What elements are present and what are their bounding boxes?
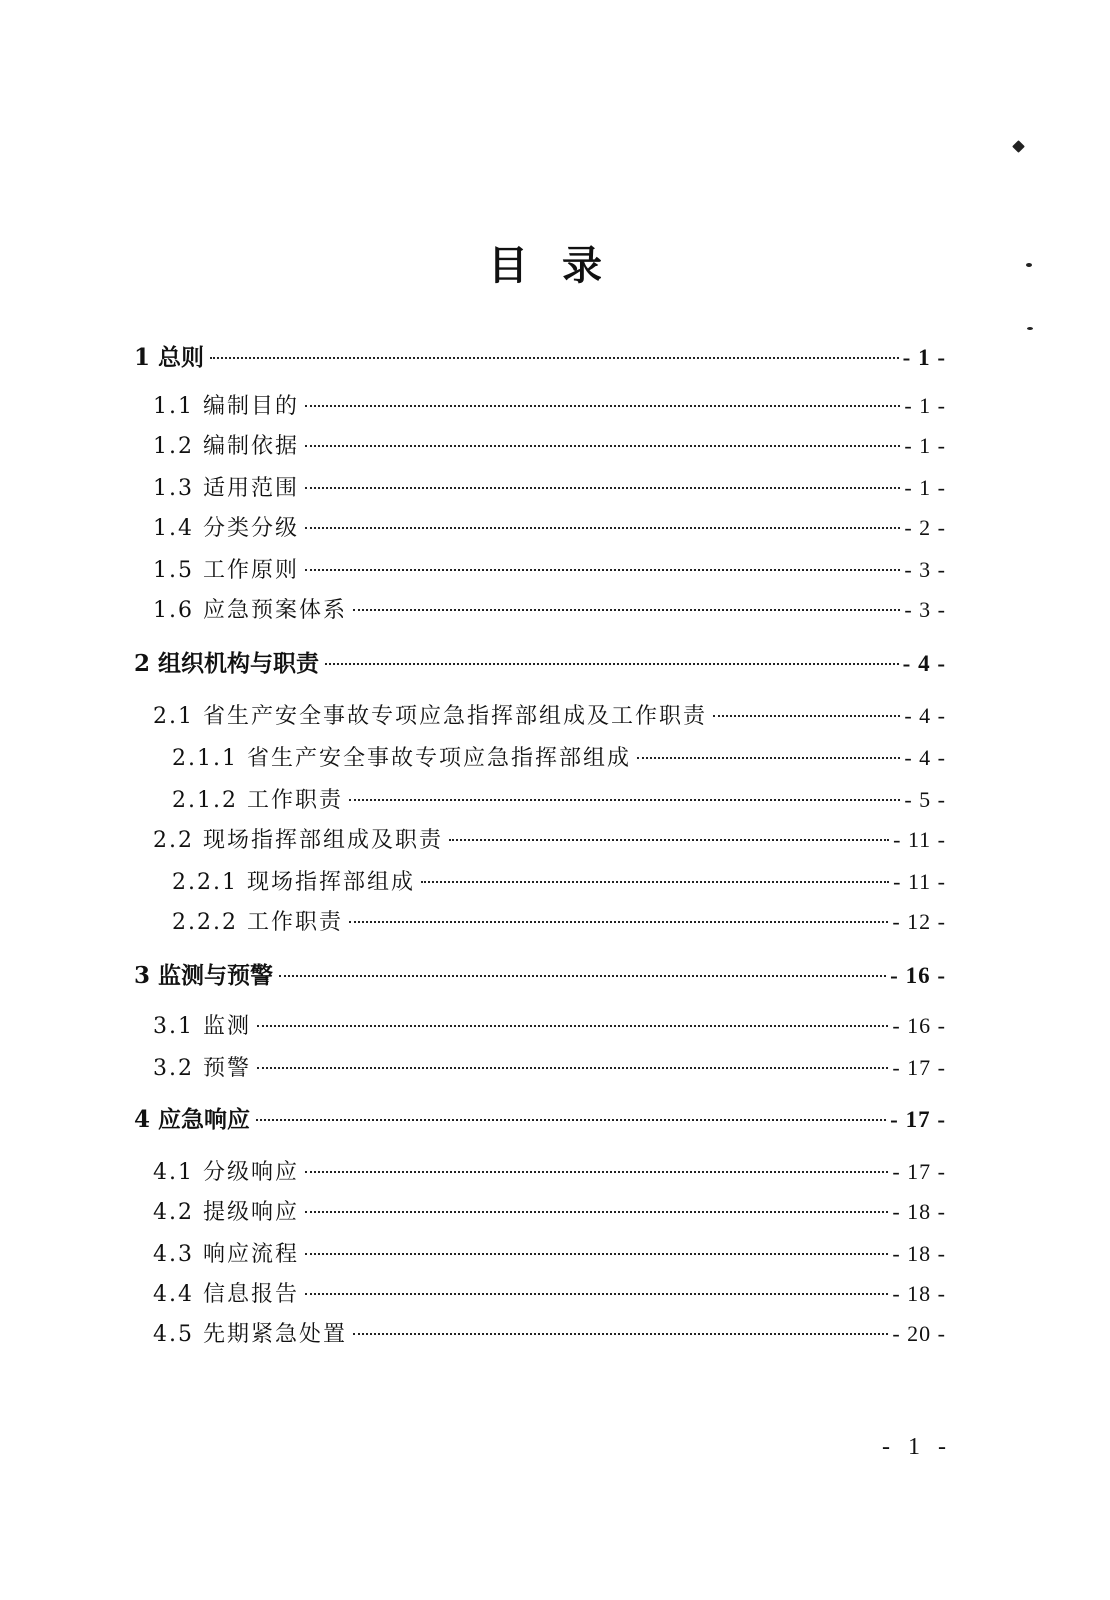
toc-title: 目录 [488,242,636,289]
toc-entry[interactable] [134,342,946,374]
dot-leader [257,1025,888,1027]
toc-entry[interactable] [134,1104,946,1136]
toc-entry-label: 3 监测与预警 [134,962,274,989]
dot-leader [279,975,886,977]
scan-speck [1026,263,1032,267]
toc-entry-page: - 1 - [904,393,946,418]
toc-entry-page: - 1 - [904,433,946,458]
toc-entry-label: 2.2 现场指挥部组成及职责 [153,828,443,853]
toc-entry[interactable] [172,784,946,816]
toc-entry[interactable] [153,1278,946,1310]
toc-entry[interactable] [153,594,946,626]
toc-entry[interactable] [153,1238,946,1270]
toc-entry-label: 4.1 分级响应 [153,1160,299,1185]
toc-entry-page: - 16 - [892,1013,946,1038]
dot-leader [305,1171,888,1173]
toc-entry-label: 3.1 监测 [153,1014,251,1039]
dot-leader [305,1253,888,1255]
toc-entry-label: 1.1 编制目的 [153,394,299,419]
scan-speck [1027,327,1033,330]
dot-leader [449,839,889,841]
toc-entry-label: 2.1.1 省生产安全事故专项应急指挥部组成 [172,746,631,771]
page-number-footer: - 1 - [882,1434,952,1460]
toc-entry[interactable] [172,866,946,898]
toc-entry-label: 4.3 响应流程 [153,1242,299,1267]
dot-leader [210,357,899,359]
toc-entry-label: 1.6 应急预案体系 [153,598,347,623]
dot-leader [349,921,888,923]
toc-entry[interactable] [153,700,946,732]
toc-entry[interactable] [153,1010,946,1042]
toc-entry-page: - 2 - [904,515,946,540]
toc-entry-page: - 3 - [904,597,946,622]
toc-entry-label: 1.2 编制依据 [153,434,299,459]
toc-entry-page: - 5 - [904,787,946,812]
toc-entry[interactable] [153,1318,946,1350]
scan-speck [1012,140,1025,153]
toc-entry[interactable] [172,906,946,938]
toc-entry-page: - 4 - [904,703,946,728]
dot-leader [305,527,900,529]
toc-entry[interactable] [153,1156,946,1188]
dot-leader [305,487,900,489]
toc-entry-label: 2.2.1 现场指挥部组成 [172,870,415,895]
toc-entry[interactable] [153,554,946,586]
toc-entry-page: - 18 - [892,1281,946,1306]
toc-entry-label: 1.3 适用范围 [153,476,299,501]
toc-entry-label: 2.2.2 工作职责 [172,910,343,935]
toc-entry-page: - 17 - [892,1159,946,1184]
toc-entry-page: - 11 - [893,827,946,852]
toc-entry[interactable] [153,824,946,856]
dot-leader [256,1119,886,1121]
toc-entry-label: 1.5 工作原则 [153,558,299,583]
dot-leader [305,1211,888,1213]
dot-leader [325,663,899,665]
toc-entry-page: - 20 - [892,1321,946,1346]
toc-entry-label: 2.1 省生产安全事故专项应急指挥部组成及工作职责 [153,704,707,729]
toc-entry[interactable] [153,1052,946,1084]
toc-entry-page: - 11 - [893,869,946,894]
dot-leader [305,445,900,447]
toc-entry-label: 2 组织机构与职责 [134,650,320,677]
toc-entry-label: 4 应急响应 [134,1106,251,1133]
dot-leader [257,1067,888,1069]
dot-leader [305,405,900,407]
toc-entry-page: - 12 - [892,909,946,934]
toc-entry-page: - 4 - [902,651,946,676]
toc-entry[interactable] [153,430,946,462]
toc-entry-page: - 16 - [890,963,946,988]
toc-entry[interactable] [153,1196,946,1228]
toc-entry-page: - 17 - [890,1107,946,1132]
dot-leader [353,1333,888,1335]
toc-entry-page: - 3 - [904,557,946,582]
toc-entry[interactable] [134,648,946,680]
toc-entry-page: - 1 - [904,475,946,500]
toc-entry-label: 4.5 先期紧急处置 [153,1322,347,1347]
toc-entry-label: 4.2 提级响应 [153,1200,299,1225]
toc-entry[interactable] [153,390,946,422]
dot-leader [305,569,900,571]
toc-entry[interactable] [153,472,946,504]
dot-leader [349,799,900,801]
toc-entry-label: 3.2 预警 [153,1056,251,1081]
toc-entry[interactable] [172,742,946,774]
toc-entry-label: 1.4 分类分级 [153,516,299,541]
dot-leader [713,715,900,717]
dot-leader [421,881,889,883]
toc-entry-page: - 4 - [904,745,946,770]
toc-entry-page: - 17 - [892,1055,946,1080]
toc-entry-label: 1 总则 [134,344,205,371]
dot-leader [637,757,900,759]
toc-entry[interactable] [153,512,946,544]
toc-entry-page: - 18 - [892,1199,946,1224]
dot-leader [353,609,900,611]
dot-leader [305,1293,888,1295]
toc-entry-label: 2.1.2 工作职责 [172,788,343,813]
toc-entry-page: - 18 - [892,1241,946,1266]
toc-entry-label: 4.4 信息报告 [153,1282,299,1307]
toc-entry[interactable] [134,960,946,992]
toc-entry-page: - 1 - [902,345,946,370]
